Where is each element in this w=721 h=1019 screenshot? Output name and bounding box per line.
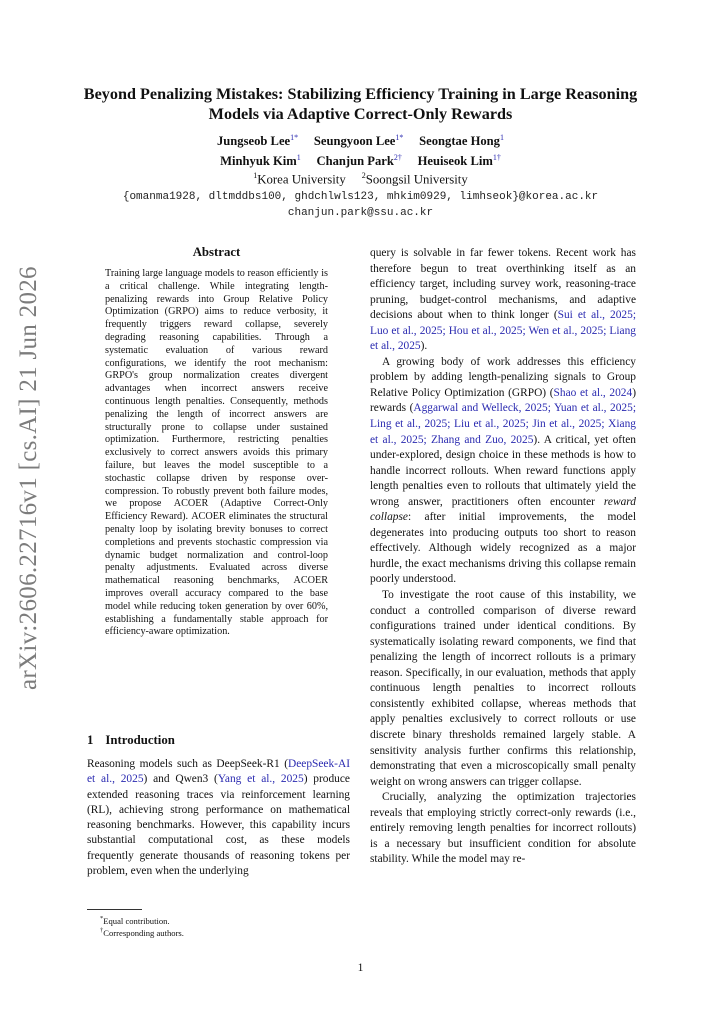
- right-column: [370, 246, 636, 868]
- affiliation-mark: 1: [253, 171, 258, 180]
- footnote-text: Corresponding authors.: [103, 927, 184, 938]
- abstract-text: Training large language models to reason efficiently is a critical challenge. While integrating length-penalizing rewards into Group Relative Policy Optimization (GRPO) aims to reduce verbosity, it frequently triggers reward collapse, severely degrading reasoning capabilities. Through a systematic evaluation of various reward configurations, we identify the root mechanism: GRPO's group normalization creates divergent advantages when incorrect answers receive continuous length penalties. Consequently, methods penalizing the length of incorrect answers are structurally prone to collapse under sustained optimization. Furthermore, restricting penalties exclusively to correct answers avoids this primary failure, but leaves the model susceptible to a stochastic collapse driven by response over-compression. To robustly prevent both failure modes, we propose: [105, 268, 328, 510]
- abstract-text: improves overall accuracy compared to the base model while reducing token generation by over 60%, establishing a fundamentally stable approach for efficiency-aware optimization.: [105, 587, 328, 638]
- author-name: Seongtae Hong: [419, 134, 500, 149]
- author-name: Jungseob Lee: [217, 134, 291, 149]
- emphasis-term: reward collapse: [370, 495, 636, 524]
- method-acronym: ACOER: [191, 511, 226, 523]
- author-mark: 1†: [492, 152, 501, 162]
- affiliation-name: Korea University: [257, 172, 346, 187]
- abstract-text: (Adaptive Correct-Only Efficiency Reward).: [105, 498, 328, 523]
- affiliation-name: Soongsil University: [365, 172, 468, 187]
- body-paragraph: [370, 355, 636, 588]
- author-mark: 2†: [393, 152, 402, 162]
- author-name: Minhyuk Kim: [220, 153, 297, 168]
- citation-link[interactable]: Yang et al., 2025: [217, 773, 304, 786]
- footnote-text: Equal contribution.: [103, 915, 170, 926]
- body-text: query is solvable in far fewer tokens. Recent work has therefore begun to treat overthinking itself as an efficiency target, including survey work, reasoning-trace pruning, budget-control mechanisms, and adaptive decisions about when to think longer (: [370, 247, 636, 322]
- affiliation-mark: 2: [361, 171, 366, 180]
- page-number: 1: [357, 962, 364, 974]
- abstract-body: [105, 268, 328, 639]
- footnote-mark: *: [100, 915, 104, 922]
- body-text: ) and Qwen3 (: [143, 773, 218, 786]
- author-name: Chanjun Park: [316, 153, 394, 168]
- citation-link[interactable]: Aggarwal and Welleck, 2025; Yuan et al., 2025; Ling et al., 2025; Liu et al., 2025; Jin et al., 2025; Xiang et al., 2025; Zhang and Zuo, 2025: [370, 402, 636, 446]
- author-emails: [40, 190, 681, 221]
- method-acronym: ACOER: [173, 498, 209, 510]
- body-text: ) produce extended reasoning traces via reinforcement learning (RL), achieving strong performance on mathematical reasoning benchmarks. However, this capability incurs substantial computational cost, as these models frequently generate thousands of reasoning tokens per problem, even when the underlying: [87, 773, 350, 878]
- author-mark: 1: [499, 133, 504, 142]
- email-line: chanjun.park@ssu.ac.kr: [287, 206, 434, 219]
- body-text: ). A critical, yet often under-explored, design choice in these methods is how to handle incorrect rollouts. When reward functions apply length penalties even to rollouts that ultimately yield the wrong answer, practitioners often encounter: [370, 433, 636, 508]
- body-text: ) rewards (: [370, 386, 636, 415]
- author-list: [60, 130, 661, 169]
- citation-link[interactable]: Sui et al., 2025; Luo et al., 2025; Hou et al., 2025; Wen et al., 2025; Liang et al., 2025: [370, 309, 636, 353]
- body-paragraph: Crucially, analyzing the optimization trajectories reveals that employing strictly correct-only rewards (i.e., entirely removing length penalties for incorrect rollouts) is a necessary but insufficient condition for absolute stability. While the model may re-: [370, 791, 636, 866]
- body-paragraph: To investigate the root cause of this instability, we conduct a controlled comparison of diverse reward configurations trained under identical conditions. By systematically isolating reward components, we find that penalizing the length of incorrect rollouts is a primary reason. Specifically, in our evaluation, methods that apply continuous length penalties to incorrect rollouts consistently exhibited collapse, whereas methods that apply penalties exclusively to correct rollouts or use discrete binary thresholds remained largely stable. A sensitivity analysis further confirms this relationship, demonstrating that even a microscopically small penalty weight on wrong answers can trigger collapse.: [370, 589, 636, 788]
- citation-link[interactable]: DeepSeek-AI et al., 2025: [87, 758, 350, 786]
- author-mark: 1*: [395, 133, 404, 142]
- abstract-heading: Abstract: [192, 245, 241, 259]
- arxiv-identifier: arXiv:2606.22716v1 [cs.AI] 21 Jun 2026: [15, 266, 42, 690]
- footnote-mark: †: [100, 927, 104, 934]
- body-text: ).: [420, 340, 428, 353]
- paper-title: Beyond Penalizing Mistakes: Stabilizing Efficiency Training in Large Reasoning Models via Adaptive Correct-Only Rewards: [83, 85, 638, 123]
- email-line: {omanma1928, dltmddbs100, ghdchlwls123, mhkim0929, limhseok}@korea.ac.kr: [122, 191, 599, 203]
- section-heading: [87, 733, 175, 748]
- author-name: Heuiseok Lim: [417, 153, 493, 168]
- citation-link[interactable]: Shao et al., 2024: [553, 386, 633, 399]
- section-title: Introduction: [105, 733, 175, 747]
- intro-paragraph: [87, 757, 350, 879]
- author-mark: 1*: [290, 133, 299, 142]
- method-acronym: ACOER: [293, 575, 328, 587]
- footnote-rule: [87, 909, 142, 910]
- author-name: Seungyoon Lee: [313, 134, 396, 149]
- body-paragraph: [370, 246, 636, 355]
- author-mark: 1: [296, 152, 301, 162]
- abstract-text: eliminates the structural penalty loop by isolating brevity bonuses to correct completions and prevents stochastic compression via dynamic budget normalization and control-loop penalty adjustments. Evaluated across diverse mathematical reasoning benchmarks,: [105, 511, 328, 587]
- footnote: [100, 925, 184, 939]
- body-text: : after initial improvements, the model degenerates into producing outputs too short to reason effectively. Although widely recognized as a major hurdle, the exact mechanisms driving this collapse remain poorly understood.: [370, 511, 636, 586]
- affiliations: [60, 171, 661, 187]
- body-text: A growing body of work addresses this efficiency problem by adding length-penalizing signals to Group Relative Policy Optimization (GRPO) (: [370, 355, 636, 399]
- section-number: 1: [87, 733, 94, 747]
- body-text: Reasoning models such as DeepSeek-R1 (: [87, 758, 288, 770]
